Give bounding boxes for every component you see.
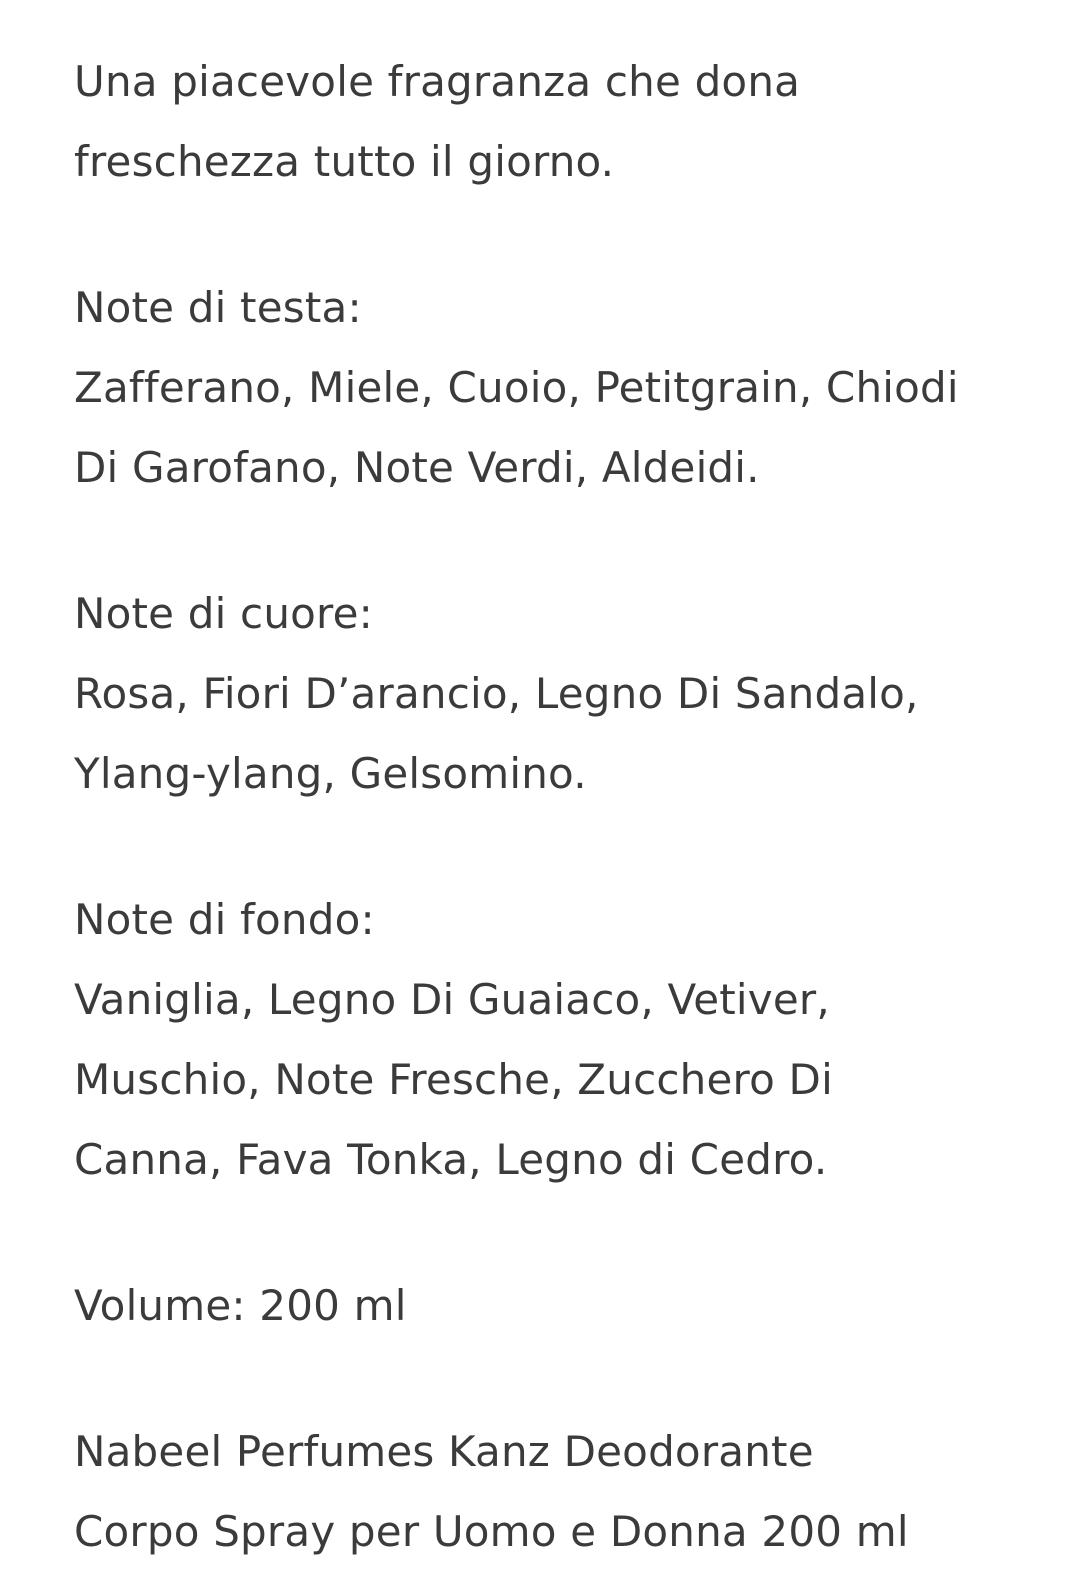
product-description [74,42,1034,1572]
base-notes-paragraph [74,880,1034,1200]
heart-notes-line: Rosa, Fiori D’arancio, Legno Di Sandalo, [74,669,919,718]
top-notes-line: Zafferano, Miele, Cuoio, Petitgrain, Chiodi [74,363,959,412]
volume-paragraph [74,1266,1034,1346]
product-name-line: Nabeel Perfumes Kanz Deodorante [74,1427,814,1476]
intro-paragraph [74,42,1034,202]
base-notes-line: Canna, Fava Tonka, Legno di Cedro. [74,1135,828,1184]
top-notes-line: Di Garofano, Note Verdi, Aldeidi. [74,443,760,492]
product-name-line: Corpo Spray per Uomo e Donna 200 ml [74,1507,909,1556]
base-notes-line: Vaniglia, Legno Di Guaiaco, Vetiver, [74,975,830,1024]
base-notes-heading: Note di fondo: [74,895,375,944]
product-name-paragraph [74,1412,1034,1572]
heart-notes-line: Ylang-ylang, Gelsomino. [74,749,587,798]
heart-notes-heading: Note di cuore: [74,589,373,638]
top-notes-paragraph [74,268,1034,508]
heart-notes-paragraph [74,574,1034,814]
intro-line: freschezza tutto il giorno. [74,137,615,186]
base-notes-line: Muschio, Note Fresche, Zucchero Di [74,1055,833,1104]
intro-line: Una piacevole fragranza che dona [74,57,801,106]
top-notes-heading: Note di testa: [74,283,362,332]
volume-text: Volume: 200 ml [74,1281,407,1330]
